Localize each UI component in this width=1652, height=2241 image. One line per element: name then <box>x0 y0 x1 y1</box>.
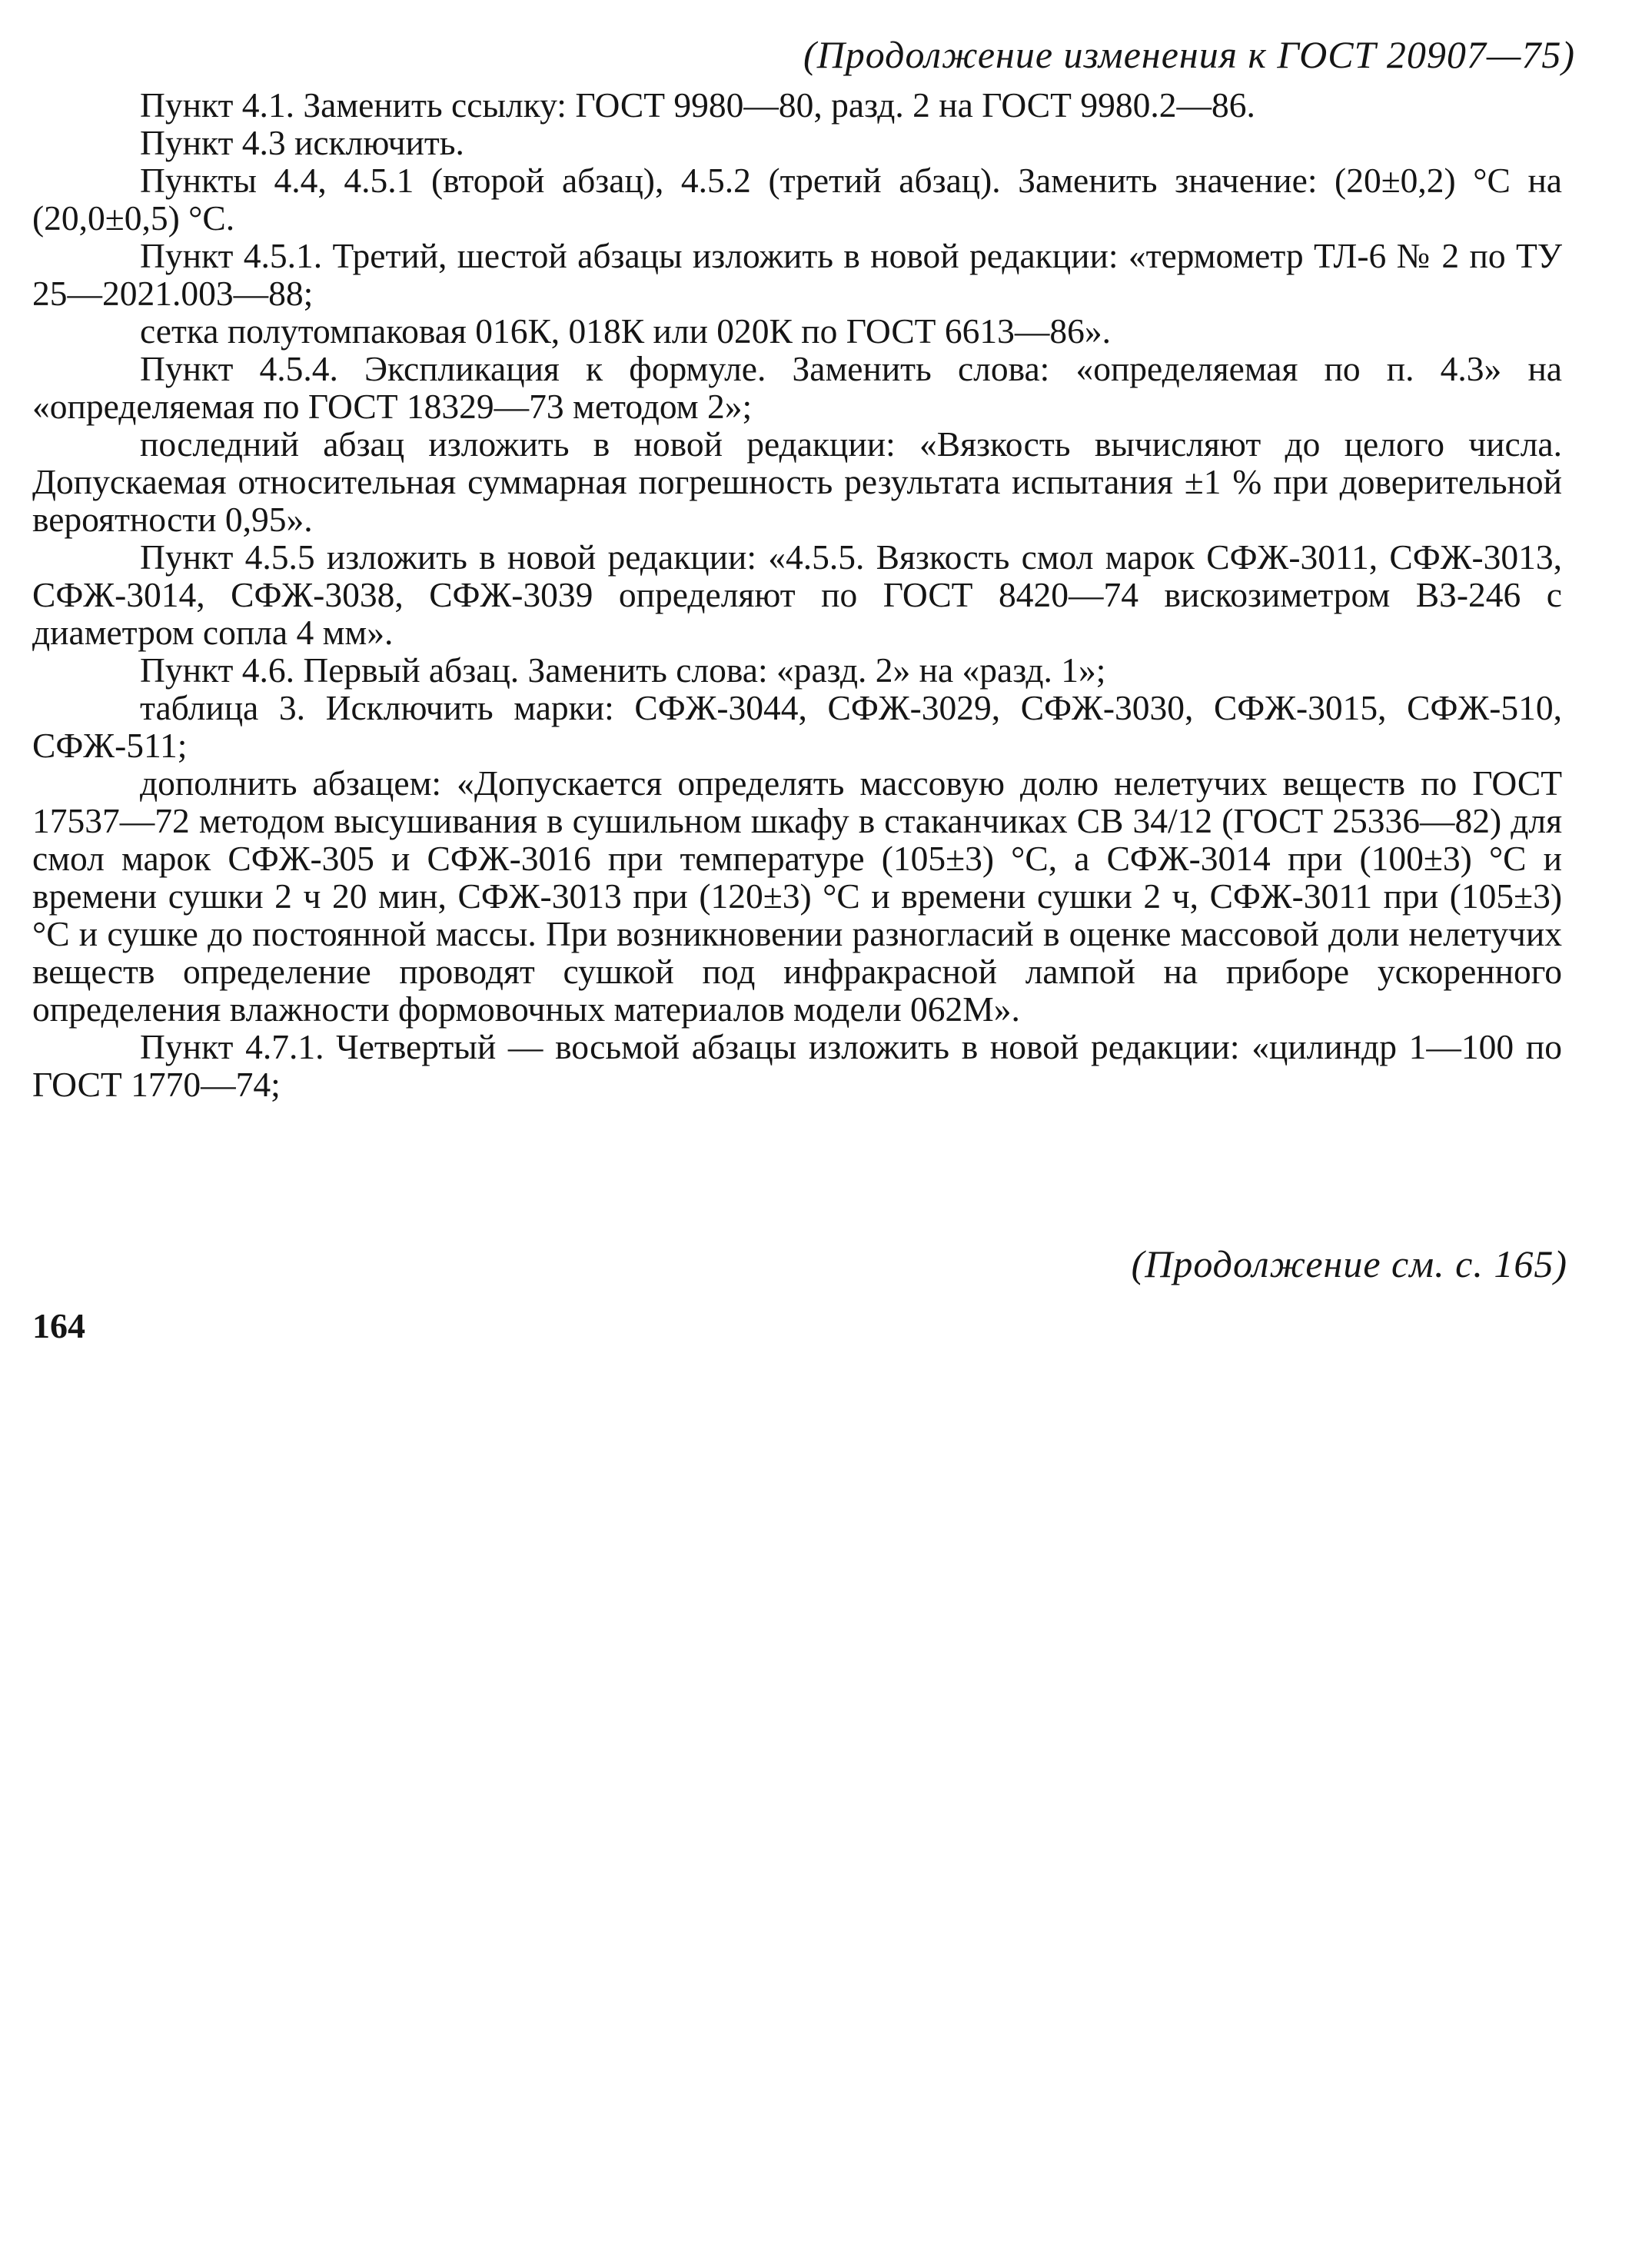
page-number: 164 <box>32 1306 85 1345</box>
paragraph: Пункты 4.4, 4.5.1 (второй абзац), 4.5.2 (третий абзац). Заменить значение: (20±0,2) °С на (20,0±0,5) °С. <box>32 161 1562 238</box>
paragraph: Пункт 4.5.5 изложить в новой редакции: «4.5.5. Вязкость смол марок СФЖ-3011, СФЖ-3013, СФЖ-3014, СФЖ-3038, СФЖ-3039 определяют по ГОСТ 8420—74 вискозиметром ВЗ-246 с диаметром сопла 4 мм». <box>32 537 1562 652</box>
paragraph: последний абзац изложить в новой редакции: «Вязкость вычисляют до целого числа. Допускаемая относительная суммарная погрешность результата испытания ±1 % при доверительной вероятности 0,95». <box>32 424 1562 539</box>
paragraph: Пункт 4.1. Заменить ссылку: ГОСТ 9980—80, разд. 2 на ГОСТ 9980.2—86. <box>140 85 1255 125</box>
paragraph: дополнить абзацем: «Допускается определять массовую долю нелетучих веществ по ГОСТ 17537—72 методом высушивания в сушильном шкафу в стаканчиках СВ 34/12 (ГОСТ 25336—82) для смол марок СФЖ-305 и СФЖ-3016 при температуре (105±3) °С, а СФЖ-3014 при (100±3) °С и времени сушки 2 ч 20 мин, СФЖ-3013 при (120±3) °С и времени сушки 2 ч, СФЖ-3011 при (105±3) °С и сушке до постоянной массы. При возникновении разногласий в оценке массовой доли нелетучих веществ определение проводят сушкой под инфракрасной лампой на приборе ускоренного определения влажности формовочных материалов модели 062М». <box>32 763 1562 1029</box>
paragraph: Пункт 4.5.1. Третий, шестой абзацы изложить в новой редакции: «термометр ТЛ-6 № 2 по ТУ 25—2021.003—88; <box>32 236 1562 313</box>
paragraph: Пункт 4.6. Первый абзац. Заменить слова: «разд. 2» на «разд. 1»; <box>140 650 1106 690</box>
paragraph: Пункт 4.7.1. Четвертый — восьмой абзацы изложить в новой редакции: «цилиндр 1—100 по ГОСТ 1770—74; <box>32 1027 1562 1104</box>
continuation-footer-note: (Продолжение см. с. 165) <box>1131 1242 1567 1285</box>
paragraph: Пункт 4.5.4. Экспликация к формуле. Заменить слова: «определяемая по п. 4.3» на «определяемая по ГОСТ 18329—73 методом 2»; <box>32 349 1562 426</box>
continuation-header: (Продолжение изменения к ГОСТ 20907—75) <box>803 33 1575 76</box>
paragraph: Пункт 4.3 исключить. <box>140 123 464 162</box>
document-body <box>32 86 1562 1103</box>
paragraph: таблица 3. Исключить марки: СФЖ-3044, СФЖ-3029, СФЖ-3030, СФЖ-3015, СФЖ-510, СФЖ-511; <box>32 688 1562 765</box>
paragraph: сетка полутомпаковая 016К, 018К или 020К по ГОСТ 6613—86». <box>140 311 1111 351</box>
